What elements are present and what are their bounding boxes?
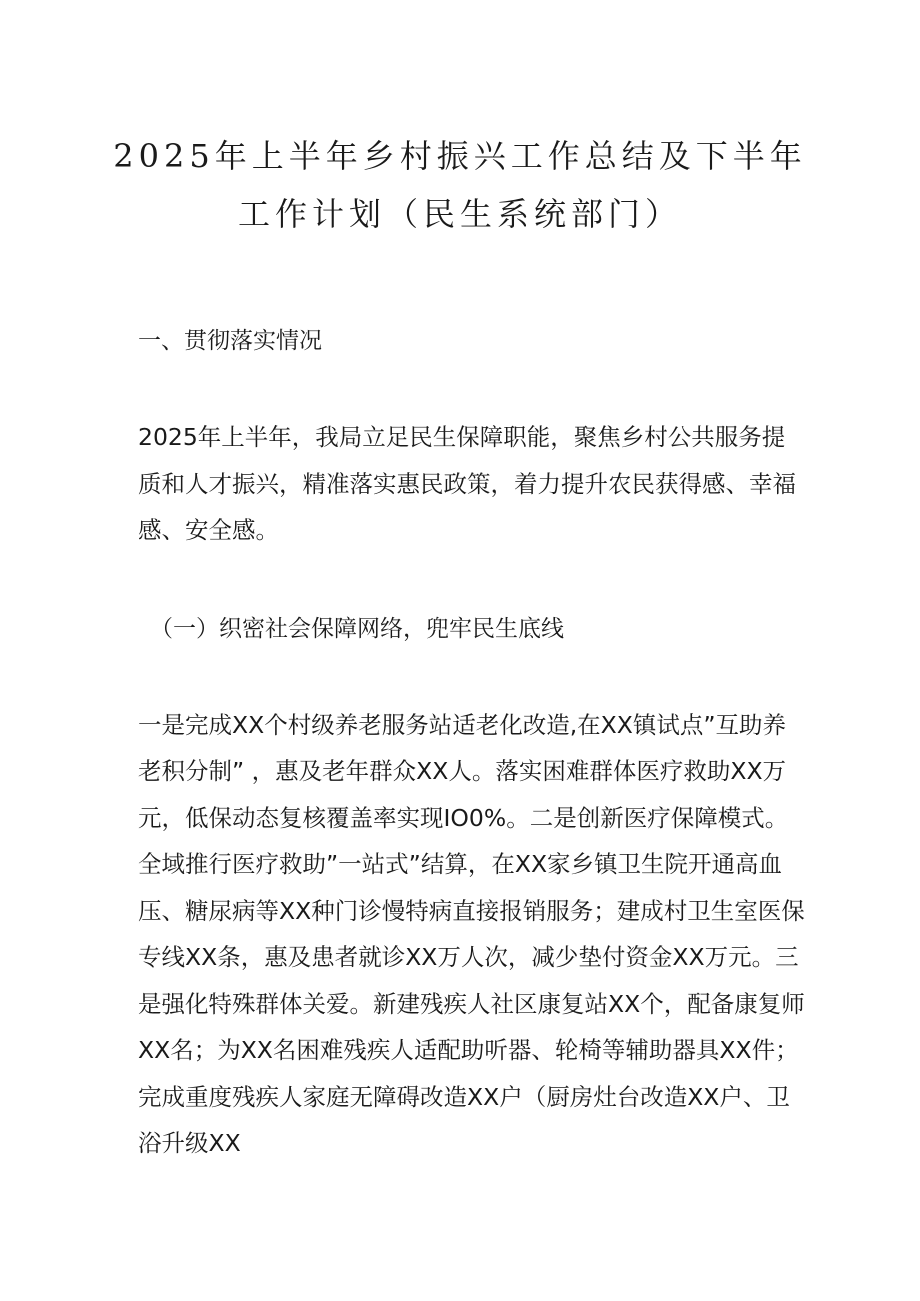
body-paragraph-line: XX名；为XX名困难残疾人适配助听器、轮椅等辅助器具XX件； (138, 1036, 799, 1064)
body-paragraph-line: 老积分制” ，惠及老年群众XX人。落实困难群体医疗救助XX万 (138, 757, 787, 785)
document-title-line-2: 工作计划（民生系统部门） (237, 195, 682, 233)
body-paragraph-line: 专线XX条，惠及患者就诊XX万人次，减少垫付资金XX万元。三 (138, 943, 799, 971)
subsection-heading-social-security: （一）织密社会保障网络，兜牢民生底线 (150, 616, 564, 642)
body-paragraph-line: 压、糖尿病等XX种门诊慢特病直接报销服务；建成村卫生室医保 (138, 897, 805, 925)
body-paragraph-line: 浴升级XX (138, 1129, 241, 1157)
body-paragraph-line: 一是完成XX个村级养老服务站适老化改造,在XX镇试点”互助养 (138, 711, 787, 739)
document-title-line-1: 2025年上半年乡村振兴工作总结及下半年 (113, 137, 807, 175)
intro-paragraph-line: 质和人才振兴，精准落实惠民政策，着力提升农民获得感、幸福 (138, 470, 796, 498)
intro-paragraph-line: 感、安全感。 (138, 516, 279, 544)
body-paragraph-line: 元，低保动态复核覆盖率实现IO0%。二是创新医疗保障模式。 (138, 804, 789, 832)
body-paragraph-line: 全域推行医疗救助”一站式”结算，在XX家乡镇卫生院开通高血 (138, 850, 783, 878)
body-paragraph-line: 是强化特殊群体关爱。新建残疾人社区康复站XX个，配备康复师 (138, 990, 805, 1018)
section-heading-implementation: 一、贯彻落实情况 (138, 328, 322, 354)
body-paragraph-line: 完成重度残疾人家庭无障碍改造XX户（厨房灶台改造XX户、卫 (138, 1083, 790, 1111)
intro-paragraph-line: 2025年上半年，我局立足民生保障职能，聚焦乡村公共服务提 (138, 423, 786, 451)
